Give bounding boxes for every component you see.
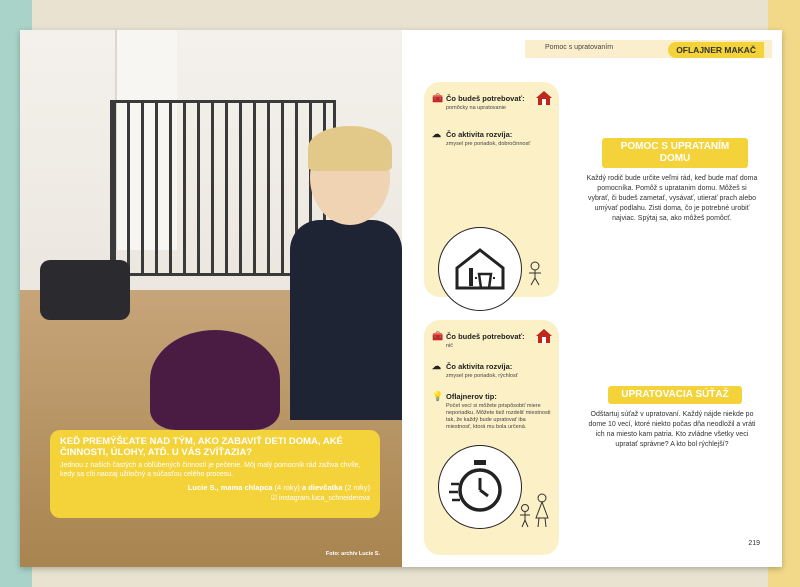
section1-title: POMOC S UPRATANÍM DOMU bbox=[602, 138, 748, 168]
photo-page bbox=[20, 30, 402, 567]
section1-text: Každý rodič bude určite veľmi rád, keď bude mať doma pomocníka. Pomôž s upratanim domu. Môžeš si vybrať, či budeš zametať, vysávať, utierať prach alebo umývať podlahu. Zisti doma, čo je potrebné urobiť najviac. Spýtaj sa, ako môžeš pomôcť. bbox=[586, 175, 758, 222]
card2-need-value: nič bbox=[446, 343, 454, 349]
card1-activity-label: Čo aktivita rozvíja: bbox=[446, 130, 513, 139]
card2-tip-value: Počet vecí si môžete prispôsobiť miere neporiadku. Môžete tiež rozdeliť miestnosti tak, že každý bude upratovať iba miestnosť, ktorá mu bola určená. bbox=[446, 403, 551, 430]
quote-callout bbox=[50, 430, 380, 518]
lightbulb-icon: 💡 bbox=[432, 391, 444, 401]
card1-need-value: pomôcky na upratovanie bbox=[446, 105, 506, 111]
house-icon bbox=[536, 329, 552, 343]
card2-tip-label: Oflajnerov tip: bbox=[446, 392, 497, 401]
toolbox-icon: 🧰 bbox=[432, 93, 444, 103]
callout-text: Jednou z našich častých a obľúbených činností je pečenie. Môj malý pomocník rád zaživa chvíle, kedy sa cíti naozaj užitočný a súčasťou celého procesu. bbox=[60, 462, 361, 478]
card1-activity-value: zmysel pre poriadok, dobročinnosť bbox=[446, 141, 531, 147]
callout-author bbox=[60, 483, 370, 492]
activity-card-2 bbox=[424, 320, 559, 555]
card1-activity-row bbox=[432, 130, 552, 148]
instagram-handle bbox=[60, 494, 370, 502]
right-page bbox=[402, 30, 782, 567]
activity-card-1 bbox=[424, 82, 559, 297]
brain-icon: ☁ bbox=[432, 361, 441, 371]
callout-heading: KEĎ PREMÝŠĽATE NAD TÝM, AKO ZABAVIŤ DETI DOMA, AKÉ ČINNOSTI, ÚLOHY, ATĎ. U VÁS ZVÍŤAZIA? bbox=[60, 436, 343, 458]
author-child1: (4 roky) bbox=[274, 483, 300, 492]
header-topic: Pomoc s upratovaním bbox=[545, 44, 614, 51]
child-drawing-icon bbox=[524, 260, 546, 286]
photo-child-body bbox=[290, 220, 402, 420]
photo-purple-pot bbox=[150, 330, 280, 430]
page-header bbox=[525, 40, 772, 58]
instagram-text: instagram.luca_schneiderova bbox=[278, 495, 370, 502]
photo-pot bbox=[40, 260, 130, 320]
card1-need-label: Čo budeš potrebovať: bbox=[446, 94, 525, 103]
page-number: 219 bbox=[748, 540, 760, 547]
header-brand: OFLAJNER MAKAČ bbox=[668, 42, 764, 58]
photo-credit: Foto: archív Lucie S. bbox=[325, 551, 380, 557]
stopwatch-icon bbox=[438, 445, 522, 529]
card2-tip-row bbox=[432, 392, 552, 431]
card2-need-label: Čo budeš potrebovať: bbox=[446, 332, 525, 341]
section2-text: Odštartuj súťaž v upratovaní. Každý nájde niekde po dome 10 vecí, ktoré niekto počas dňa neodložil a vráti ich na miesto kam patria. Kto zvládne všetky veci upratať správne? A kto bol rýchlejší? bbox=[588, 411, 756, 448]
author-and: a dievčatka bbox=[302, 483, 343, 492]
author-child2: (2 roky) bbox=[344, 483, 370, 492]
card2-activity-label: Čo aktivita rozvíja: bbox=[446, 362, 513, 371]
card2-activity-row bbox=[432, 362, 552, 380]
photo-child-hair bbox=[308, 126, 392, 171]
section2-title: UPRATOVACIA SÚŤAŽ bbox=[608, 386, 742, 404]
brain-icon: ☁ bbox=[432, 129, 441, 139]
open-book bbox=[20, 30, 782, 567]
instagram-icon: ☑ bbox=[270, 495, 277, 502]
cleaning-house-icon bbox=[438, 227, 522, 311]
card2-need-row bbox=[432, 332, 552, 350]
toolbox-icon: 🧰 bbox=[432, 331, 444, 341]
children-drawing-icon bbox=[516, 490, 552, 530]
author-name: Lucie S., mama chlapca bbox=[187, 483, 273, 492]
card1-need-row bbox=[432, 94, 552, 112]
house-icon bbox=[536, 91, 552, 105]
card2-activity-value: zmysel pre poriadok, rýchlosť bbox=[446, 373, 518, 379]
